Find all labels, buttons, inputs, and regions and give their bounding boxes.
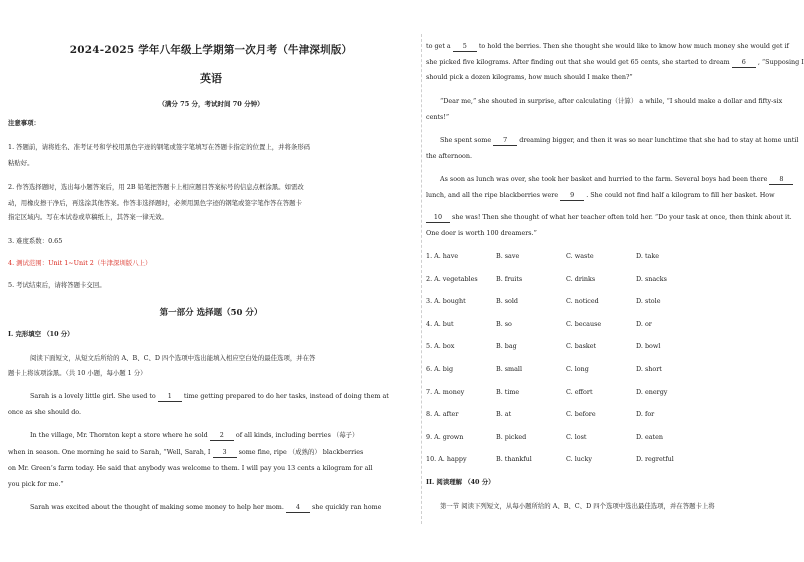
passage-text: She spent some <box>440 136 492 144</box>
cloze-heading: I. 完形填空 （10 分） <box>8 330 74 338</box>
reading-instruction: 第一节 阅读下列短文，从每小题所给的 A、B、C、D 四个选项中选出最佳选项，并在答题卡上将 <box>440 502 715 510</box>
option-5d: D. bowl <box>636 342 661 350</box>
option-5a: 5. A. box <box>426 342 455 350</box>
passage-line: the afternoon. <box>426 152 473 160</box>
option-1d: D. take <box>636 252 659 260</box>
notice-item-2-cont2: 指定区域内。写在本试卷或草稿纸上，其答案一律无效。 <box>8 213 168 221</box>
option-9d: D. eaten <box>636 433 664 441</box>
option-1a: 1. A. have <box>426 252 459 260</box>
option-4a: 4. A. but <box>426 320 454 328</box>
passage-text: . She could not find half a kilogram to fill her basket. How <box>586 191 775 199</box>
option-10c: C. lucky <box>566 455 592 463</box>
option-7d: D. energy <box>636 388 668 396</box>
option-8c: C. before <box>566 410 596 418</box>
blank-8: 8 <box>769 175 793 185</box>
part1-heading: 第一部分 选择题（50 分） <box>159 308 263 318</box>
passage-text: she picked five kilograms. After finding out that she would get 65 cents, she started to dream <box>426 58 730 66</box>
blank-3: 3 <box>213 448 237 458</box>
option-7a: 7. A. money <box>426 388 465 396</box>
passage-text: dreaming bigger, and then it was so near lunchtime that she had to stay at home until <box>519 136 799 144</box>
cloze-instruction-1: 阅读下面短文，从短文后所给的 A、B、C、D 四个选项中选出能填入相应空白处的最佳选项，并在答 <box>30 354 316 362</box>
blank-4: 4 <box>286 503 310 513</box>
blank-9: 9 <box>560 191 584 201</box>
option-4d: D. or <box>636 320 652 328</box>
blank-1: 1 <box>158 392 182 402</box>
passage-text: to hold the berries. Then she thought she would like to know how much money she would get if <box>478 42 789 50</box>
blank-6: 6 <box>732 58 756 68</box>
passage-line <box>426 42 789 52</box>
notice-item-3: 3. 难度系数：0.65 <box>8 237 63 245</box>
option-10b: B. thankful <box>496 455 532 463</box>
passage-text: As soon as lunch was over, she took her basket and hurried to the farm. Several boys had been there <box>440 175 768 183</box>
option-2b: B. fruits <box>496 275 523 283</box>
reading-heading: II. 阅读理解 （40 分） <box>426 478 495 486</box>
passage-text: of all kinds, including berries （莓子） <box>235 431 359 439</box>
passage-line <box>426 191 775 201</box>
option-9b: B. picked <box>496 433 527 441</box>
option-3d: D. stole <box>636 297 661 305</box>
option-7c: C. effort <box>566 388 593 396</box>
option-10a: 10. A. happy <box>426 455 467 463</box>
passage-line: you pick for me.” <box>8 480 64 488</box>
passage-text: some fine, ripe （成熟的） blackberries <box>238 448 364 456</box>
passage-line: One doer is worth 100 dreamers.” <box>426 229 537 237</box>
exam-title: 2024-2025 学年八年级上学期第一次月考（牛津深圳版） <box>69 44 353 56</box>
option-6a: 6. A. big <box>426 365 454 373</box>
option-1b: B. save <box>496 252 520 260</box>
passage-line <box>440 136 798 146</box>
option-7b: B. time <box>496 388 520 396</box>
option-6d: D. short <box>636 365 662 373</box>
option-4c: C. because <box>566 320 602 328</box>
blank-7: 7 <box>493 136 517 146</box>
subject-title: 英语 <box>200 72 222 85</box>
passage-line <box>426 58 804 68</box>
passage-line: on Mr. Green’s farm today. He said that anybody was welcome to them. I will pay you 13 cents a kilogram for all <box>8 464 373 472</box>
option-8d: D. for <box>636 410 655 418</box>
option-5c: C. basket <box>566 342 597 350</box>
passage-text: Sarah was excited about the thought of making some money to help her mom. <box>30 503 284 511</box>
notice-item-2-cont: 动，用橡皮擦干净后，再选涂其他答案。作答非选择题时，必须用黑色字迹的钢笔或签字笔作答在答题卡 <box>8 199 302 207</box>
passage-text: In the village, Mr. Thornton kept a store where he sold <box>30 431 208 439</box>
option-9a: 9. A. grown <box>426 433 464 441</box>
passage-line: “Dear me,” she shouted in surprise, after calculating（计算） a while, “I should make a dollar and fifty-six <box>440 97 783 105</box>
blank-5: 5 <box>453 42 477 52</box>
passage-line <box>30 431 358 441</box>
notice-item-1: 1. 答题前，请将姓名、准考证号和学校用黑色字迹的钢笔或签字笔填写在答题卡指定的位置上，并将条形码 <box>8 143 311 151</box>
notice-item-2: 2. 作答选择题时，选出每小题答案后，用 2B 铅笔把答题卡上相应题目答案标号的信息点框涂黑。如需改 <box>8 183 304 191</box>
notice-item-5: 5. 考试结束后，请将答题卡交回。 <box>8 281 106 289</box>
option-9c: C. lost <box>566 433 587 441</box>
option-8a: 8. A. after <box>426 410 459 418</box>
passage-line <box>30 392 389 402</box>
option-5b: B. bag <box>496 342 517 350</box>
passage-text: when in season. One morning he said to Sarah, “Well, Sarah, I <box>8 448 211 456</box>
option-6c: C. long <box>566 365 589 373</box>
passage-text: to get a <box>426 42 451 50</box>
score-note: （满分 75 分，考试时间 70 分钟） <box>158 100 264 108</box>
right-column <box>422 0 804 562</box>
option-3a: 3. A. bought <box>426 297 466 305</box>
blank-10: 10 <box>426 213 450 223</box>
passage-line: cents!” <box>426 113 450 121</box>
cloze-instruction-2: 题卡上将该项涂黑。（共 10 小题，每小题 1 分） <box>8 369 147 377</box>
blank-2: 2 <box>210 431 234 441</box>
passage-text: lunch, and all the ripe blackberries were <box>426 191 559 199</box>
passage-line <box>30 503 381 513</box>
option-2c: C. drinks <box>566 275 596 283</box>
option-3b: B. sold <box>496 297 519 305</box>
notice-heading: 注意事项： <box>8 119 40 127</box>
passage-line <box>440 175 793 185</box>
option-8b: B. at <box>496 410 512 418</box>
option-1c: C. waste <box>566 252 594 260</box>
passage-line <box>8 448 363 458</box>
passage-line: should pick a dozen kilograms, how much should I make then?” <box>426 73 633 81</box>
passage-text: Sarah is a lovely little girl. She used to <box>30 392 156 400</box>
option-10d: D. regretful <box>636 455 674 463</box>
passage-line: once as she should do. <box>8 408 82 416</box>
option-3c: C. noticed <box>566 297 599 305</box>
passage-text: she quickly ran home <box>312 503 382 511</box>
passage-text: time getting prepared to do her tasks, instead of doing them at <box>183 392 389 400</box>
option-2d: D. snacks <box>636 275 667 283</box>
passage-text: she was! Then she thought of what her teacher often told her. “Do your task at once, then think about it. <box>452 213 792 221</box>
option-4b: B. so <box>496 320 512 328</box>
passage-text: , “Supposing I <box>757 58 804 66</box>
passage-line <box>426 213 792 223</box>
notice-item-1-cont: 粘贴好。 <box>8 159 34 167</box>
option-6b: B. small <box>496 365 522 373</box>
option-2a: 2. A. vegetables <box>426 275 478 283</box>
notice-item-4: 4. 测试范围：Unit 1~Unit 2（牛津深圳版八上） <box>8 259 152 267</box>
